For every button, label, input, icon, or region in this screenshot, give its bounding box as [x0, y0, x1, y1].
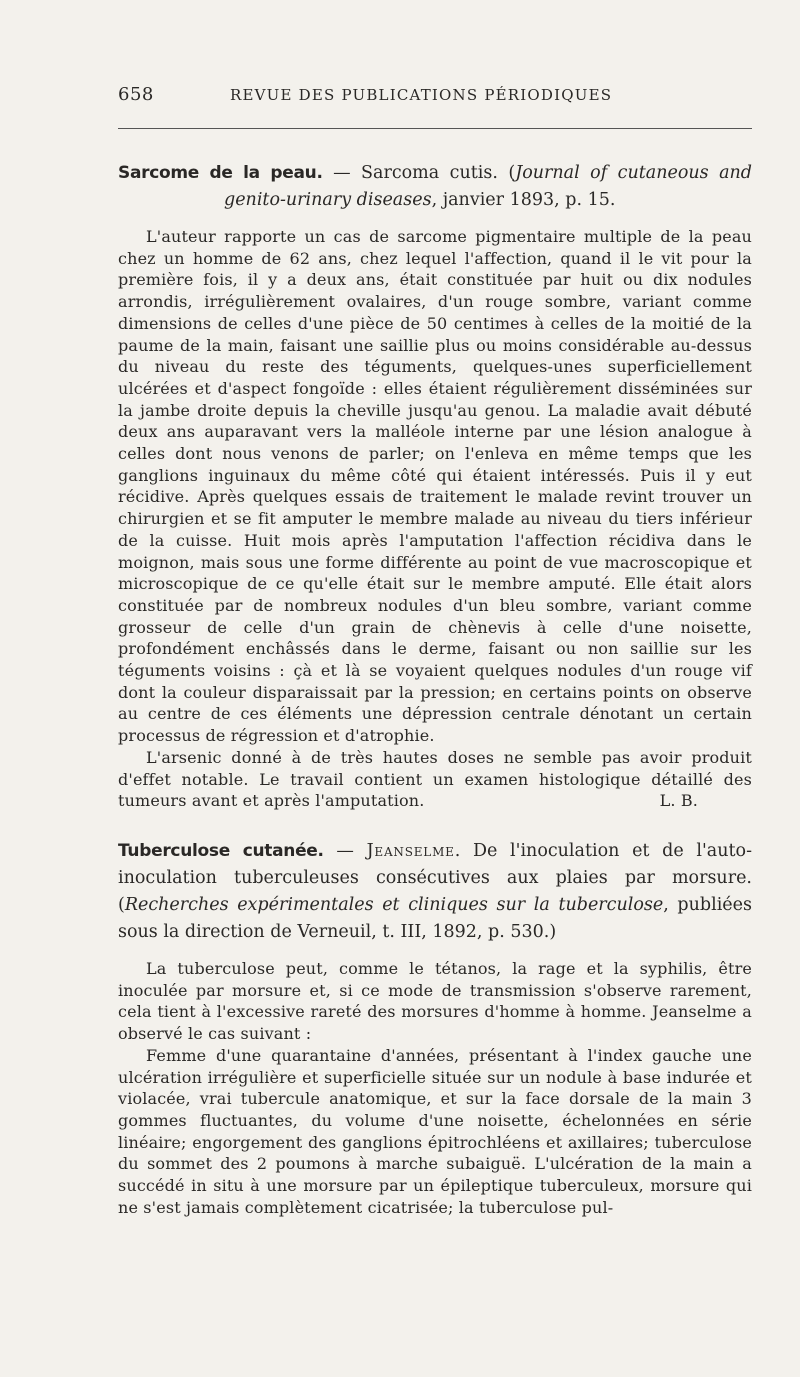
- paragraph: Femme d'une quarantaine d'années, présentant à l'index gauche une ulcération irrégulière et superficielle située sur un nodule à base indurée et violacée, vrai tubercule anatomique, et sur la face dorsale de la main 3 gommes fluctuantes, du volume d'une noisette, échelonnées en série linéaire; engorgement des ganglions épitrochléens et axillaires; tuberculose du sommet des 2 poumons à marche subaiguë. L'ulcération de la main a succédé in situ à une morsure par un épileptique tuberculeux, morsure qui ne s'est jamais complètement cicatrisée; la tuberculose pul-: [118, 1045, 752, 1217]
- running-title: REVUE DES PUBLICATIONS PÉRIODIQUES: [230, 86, 613, 104]
- article-heading-tuberculose: [118, 838, 752, 946]
- article-title: Tuberculose cutanée.: [118, 840, 324, 861]
- book-title: Recherches expérimentales et cliniques sur la tuberculose: [124, 894, 664, 915]
- citation-details: , janvier 1893, p. 15.: [431, 190, 616, 210]
- article-subtitle: Sarcoma cutis. (: [361, 163, 516, 183]
- author-name: Jeanselme: [366, 840, 455, 861]
- header-rule: [118, 128, 752, 129]
- journal-name: Journal of cutaneous and genito-urinary diseases: [224, 163, 752, 210]
- article-subtitle: . De l'inoculation et de l'auto-inoculation tuberculeuses consécutives aux plaies par morsure. (: [118, 840, 752, 915]
- article-title: Sarcome de la peau.: [118, 163, 323, 183]
- paragraph: L'auteur rapporte un cas de sarcome pigmentaire multiple de la peau chez un homme de 62 ans, chez lequel l'affection, quand il le vit pour la première fois, il y a deux ans, était constituée par huit ou dix nodules arrondis, irrégulièrement ovalaires, d'un rouge sombre, variant comme dimensions de celles d'une pièce de 50 centimes à celles de la moitié de la paume de la main, faisant une saillie plus ou moins considérable au-dessus du niveau du reste des téguments, quelques-unes superficiellement ulcérées et d'aspect fongoïde : elles étaient régulièrement disséminées sur la jambe droite depuis la cheville jusqu'au genou. La maladie avait débuté deux ans auparavant vers la malléole interne par une lésion analogue à celles dont nous venons de parler; on l'enleva en même temps que les ganglions inguinaux du même côté qui étaient intéressés. Puis il y eut récidive. Après quelques essais de traitement le malade revint trouver un chirurgien et se fit amputer le membre malade au niveau du tiers inférieur de la cuisse. Huit mois après l'amputation l'affection récidiva dans le moignon, mais sous une forme différente au point de vue macroscopique et microscopique de ce qu'elle était sur le membre amputé. Elle était alors constituée par de nombreux nodules d'un bleu sombre, variant comme grosseur de celle d'un grain de chènevis à celle d'une noisette, profondément enchâssés dans le derme, faisant ou non saillie sur les téguments voisins : çà et là se voyaient quelques nodules d'un rouge vif dont la couleur disparaissait par la pression; en certains points on observe au centre de ces éléments une dépression centrale dénotant un certain processus de régression et d'atrophie.: [118, 227, 752, 746]
- paragraph: La tuberculose peut, comme le tétanos, la rage et la syphilis, être inoculée par morsure et, si ce mode de transmission s'observe rarement, cela tient à l'excessive rareté des morsures d'homme à homme. Jeanselme a observé le cas suivant :: [118, 958, 752, 1044]
- title-dash: —: [322, 163, 362, 183]
- document-page: [118, 84, 752, 1218]
- title-dash: —: [323, 840, 367, 861]
- author-signature: L. B.: [659, 791, 698, 811]
- paragraph-text: L'arsenic donné à de très hautes doses ne semble pas avoir produit d'effet notable. Le travail contient un examen histologique détaillé des tumeurs avant et après l'amputation.: [118, 747, 752, 811]
- article-heading-sarcome: [118, 160, 752, 214]
- citation-details: , publiées sous la direction de Verneuil, t. III, 1892, p. 530.): [118, 894, 752, 942]
- page-number: 658: [118, 84, 154, 105]
- paragraph-with-signature: [118, 747, 752, 812]
- running-head: [118, 84, 752, 114]
